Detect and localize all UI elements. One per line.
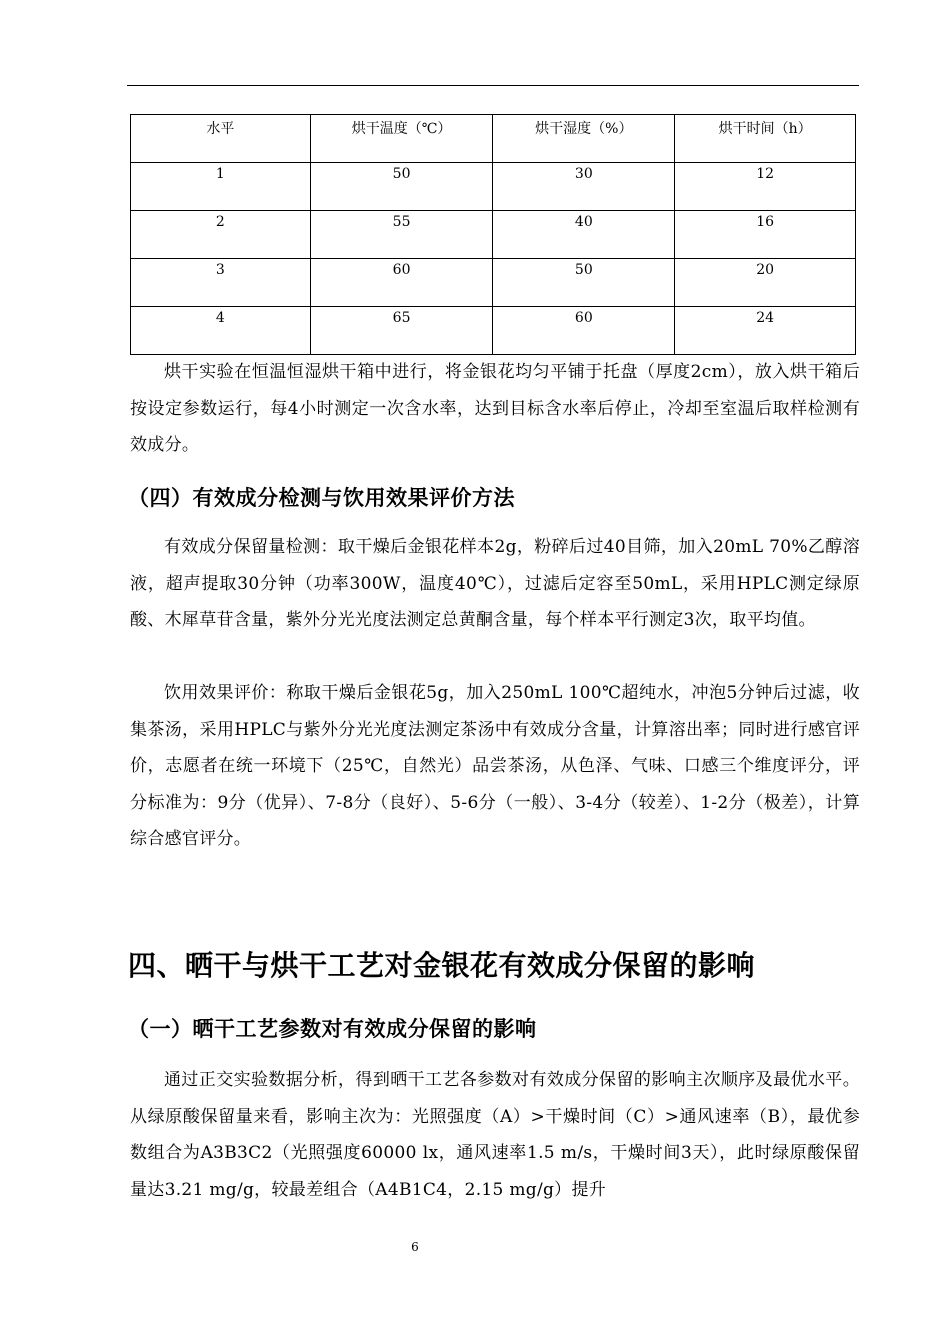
- table-cell: 24: [675, 307, 856, 355]
- table-header-cell: 烘干温度（℃）: [310, 115, 493, 163]
- table-cell: 50: [310, 163, 493, 211]
- table-row: [131, 163, 856, 211]
- table-cell: 20: [675, 259, 856, 307]
- detection-method-paragraph: 有效成分保留量检测：取干燥后金银花样本2g，粉碎后过40目筛，加入20mL 70%乙醇溶液，超声提取30分钟（功率300W，温度40℃），过滤后定容至50mL，采用HPLC测定绿原酸、木犀草苷含量，紫外分光光度法测定总黄酮含量，每个样本平行测定3次，取平均值。: [130, 537, 860, 630]
- table-cell: 3: [131, 259, 311, 307]
- table-cell: 60: [493, 307, 675, 355]
- table-cell: 16: [675, 211, 856, 259]
- drying-parameter-table: [130, 114, 856, 355]
- table-cell: 1: [131, 163, 311, 211]
- subsection-heading-detection-methods: （四）有效成分检测与饮用效果评价方法: [128, 486, 515, 510]
- header-rule: [127, 85, 859, 86]
- table-cell: 12: [675, 163, 856, 211]
- table-row: [131, 259, 856, 307]
- orthogonal-analysis-paragraph: 通过正交实验数据分析，得到晒干工艺各参数对有效成分保留的影响主次顺序及最优水平。从绿原酸保留量来看，影响主次为：光照强度（A）>干燥时间（C）>通风速率（B），最优参数组合为A3B3C2（光照强度60000 lx，通风速率1.5 m/s，干燥时间3天），此时绿原酸保留量达3.21 mg/g，较最差组合（A4B1C4，2.15 mg/g）提升: [130, 1070, 860, 1200]
- table-cell: 65: [310, 307, 493, 355]
- subsection-heading-sun-drying: （一）晒干工艺参数对有效成分保留的影响: [128, 1017, 537, 1041]
- table-header-cell: 水平: [131, 115, 311, 163]
- table-header-cell: 烘干时间（h）: [675, 115, 856, 163]
- drinking-evaluation-paragraph: 饮用效果评价：称取干燥后金银花5g，加入250mL 100℃超纯水，冲泡5分钟后过滤，收集茶汤，采用HPLC与紫外分光光度法测定茶汤中有效成分含量，计算溶出率；同时进行感官评价，志愿者在统一环境下（25℃，自然光）品尝茶汤，从色泽、气味、口感三个维度评分，评分标准为：9分（优异）、7-8分（良好）、5-6分（一般）、3-4分（较差）、1-2分（极差），计算综合感官评分。: [130, 683, 860, 849]
- drying-procedure-paragraph: 烘干实验在恒温恒湿烘干箱中进行，将金银花均匀平铺于托盘（厚度2cm），放入烘干箱后按设定参数运行，每4小时测定一次含水率，达到目标含水率后停止，冷却至室温后取样检测有效成分。: [130, 362, 860, 455]
- table-row: [131, 307, 856, 355]
- table-header-cell: 烘干湿度（%）: [493, 115, 675, 163]
- table-cell: 40: [493, 211, 675, 259]
- table-cell: 50: [493, 259, 675, 307]
- table-row: [131, 211, 856, 259]
- section-title: 四、晒干与烘干工艺对金银花有效成分保留的影响: [128, 949, 756, 982]
- table-cell: 4: [131, 307, 311, 355]
- table-cell: 60: [310, 259, 493, 307]
- table-cell: 55: [310, 211, 493, 259]
- table-cell: 30: [493, 163, 675, 211]
- table-cell: 2: [131, 211, 311, 259]
- page-number: 6: [411, 1240, 419, 1254]
- table-header-row: [131, 115, 856, 163]
